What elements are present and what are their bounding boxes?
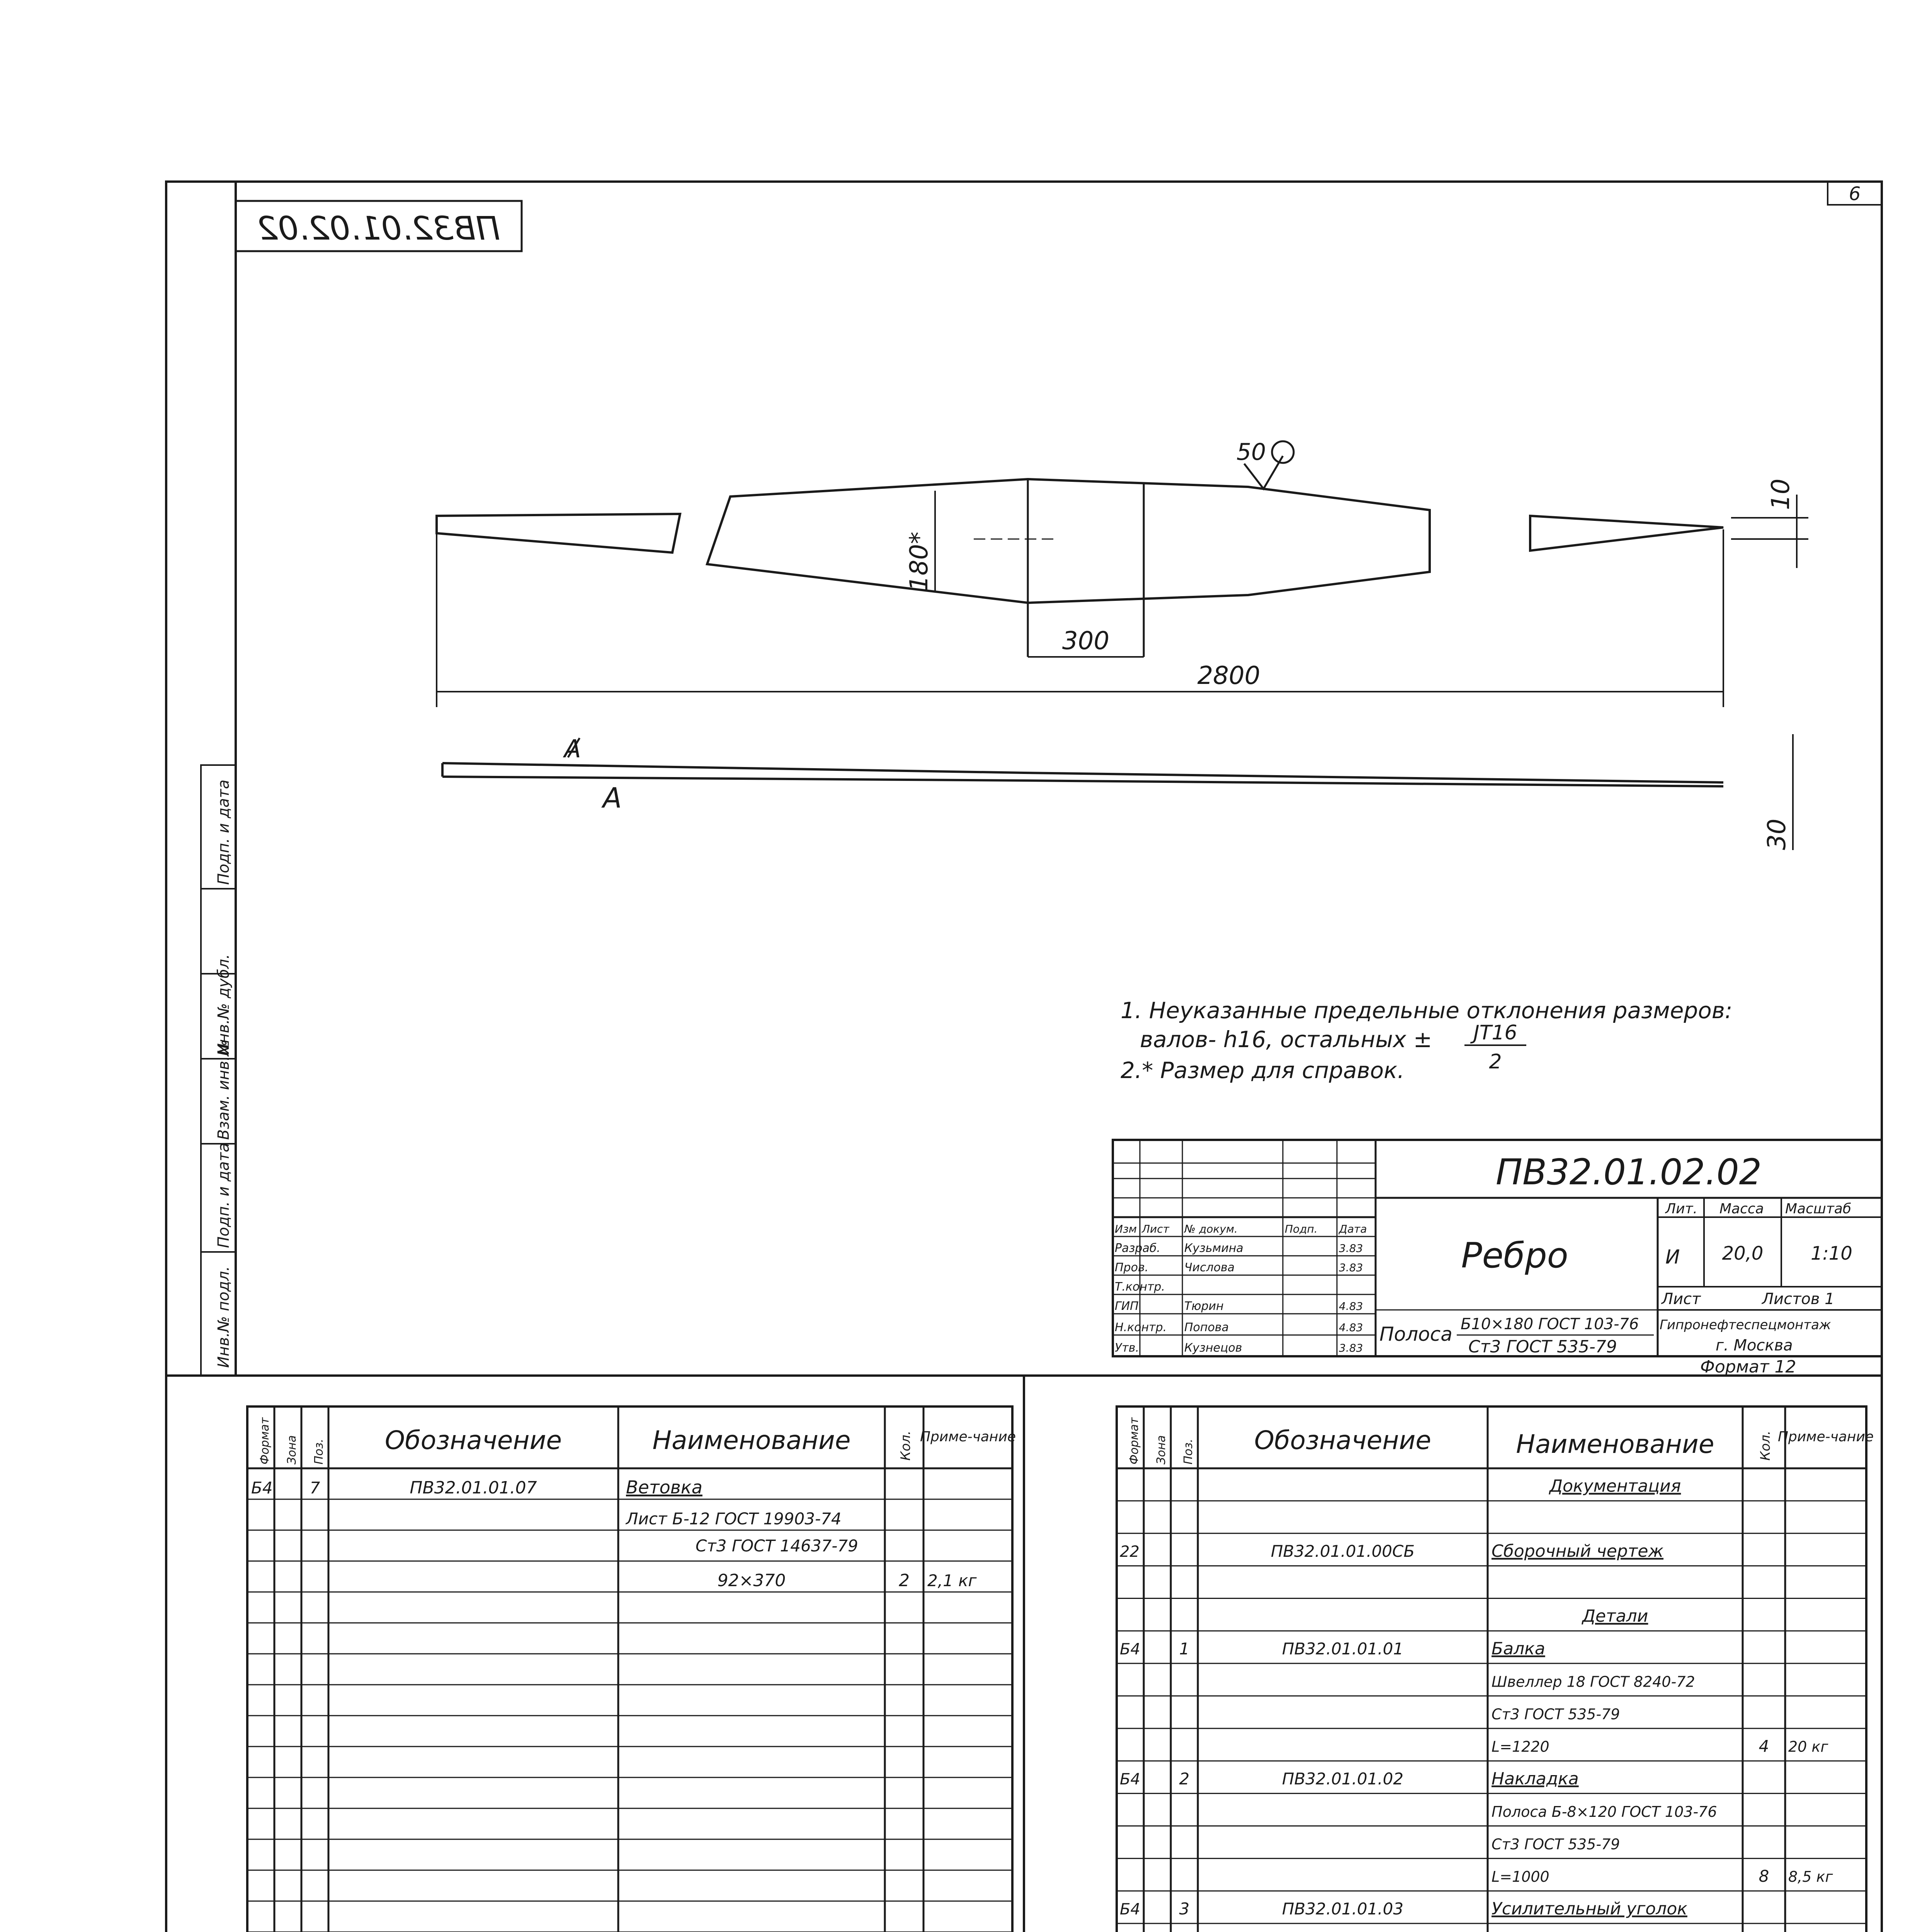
- tb-mass-label: Масса: [1719, 1201, 1764, 1217]
- section-mark-a-top: А: [564, 735, 581, 764]
- left-hdr-zone: Зона: [285, 1435, 299, 1464]
- tb-col-izm: Изм: [1115, 1223, 1137, 1235]
- right-row-10-designation: ПВ32.01.01.02: [1282, 1769, 1404, 1788]
- rib-side-view: [442, 734, 1793, 850]
- right-hdr-qty: Кол.: [1758, 1430, 1773, 1461]
- tb-name-1: Кузьмина: [1184, 1242, 1243, 1255]
- left-row-4-qty: 2: [899, 1571, 910, 1590]
- right-row-7-name: Швеллер 18 ГОСТ 8240-72: [1492, 1673, 1695, 1690]
- note-2: 2.* Размер для справок.: [1121, 1057, 1405, 1083]
- right-row-12-name: Ст3 ГОСТ 535-79: [1492, 1836, 1620, 1853]
- rib-designation: ПВ32.01.02.02: [1495, 1151, 1762, 1193]
- left-spec-table: [172, 1406, 1016, 1932]
- tb-role-2: Пров.: [1115, 1261, 1149, 1274]
- right-hdr-name: Наименование: [1516, 1429, 1714, 1459]
- title-block-rib: [1113, 1140, 1882, 1357]
- left-row-1-name: Ветовка: [626, 1477, 702, 1498]
- right-row-14-pos: 3: [1179, 1899, 1190, 1918]
- tb-scale-value: 1:10: [1811, 1243, 1852, 1264]
- side-stamp: [201, 765, 236, 1376]
- right-row-10-format: Б4: [1120, 1770, 1140, 1788]
- right-row-9-name: L=1220: [1492, 1738, 1549, 1755]
- right-row-14-designation: ПВ32.01.01.03: [1282, 1899, 1404, 1918]
- mirrored-stamp-text: ПВ32.01.02.02: [257, 209, 500, 247]
- right-row-3-name: Сборочный чертеж: [1492, 1541, 1664, 1561]
- left-row-2-name: Лист Б-12 ГОСТ 19903-74: [626, 1509, 842, 1528]
- right-row-14-name: Усилительный уголок: [1492, 1899, 1687, 1919]
- top-drawing: [201, 182, 1882, 1377]
- left-row-4-note: 2,1 кг: [927, 1571, 977, 1590]
- right-spec-table: [1074, 1406, 1874, 1932]
- tb-role-3: Т.контр.: [1115, 1280, 1165, 1294]
- side-stamp-replace: Взам. инв.№: [215, 1040, 233, 1140]
- side-stamp-dub: Инв.№ дубл.: [215, 954, 233, 1055]
- tb-col-list: Лист: [1142, 1223, 1169, 1235]
- right-row-13-qty: 8: [1759, 1867, 1769, 1886]
- right-row-8-name: Ст3 ГОСТ 535-79: [1492, 1706, 1620, 1723]
- material-prefix: Полоса: [1379, 1323, 1452, 1345]
- outer-frame: [166, 182, 1882, 1932]
- tb-date-2: 3.83: [1339, 1261, 1363, 1274]
- right-hdr-note: Приме-чание: [1777, 1429, 1874, 1445]
- note-1: 1. Неуказанные предельные отклонения размеров:: [1121, 997, 1733, 1024]
- roughness-value: 50: [1236, 439, 1266, 466]
- left-hdr-name: Наименование: [652, 1425, 851, 1455]
- tb-org: Гипронефтеспецмонтаж: [1660, 1317, 1831, 1333]
- right-row-3-designation: ПВ32.01.01.00СБ: [1270, 1541, 1415, 1561]
- left-row-3-name: Ст3 ГОСТ 14637-79: [696, 1536, 858, 1555]
- dim-10: 10: [1767, 478, 1795, 510]
- tb-name-5: Попова: [1184, 1321, 1229, 1334]
- tb-name-6: Кузнецов: [1184, 1341, 1242, 1355]
- rib-plan-view: [437, 439, 1808, 707]
- tb-scale-label: Масштаб: [1785, 1201, 1852, 1217]
- dim-180: 180*: [905, 531, 934, 591]
- tb-sheets-label: Листов 1: [1762, 1290, 1835, 1308]
- tb-col-date: Дата: [1339, 1223, 1367, 1235]
- left-hdr-pos: Поз.: [312, 1439, 326, 1464]
- right-hdr-zone: Зона: [1155, 1435, 1168, 1464]
- section-mark-a-bottom: А: [603, 782, 622, 814]
- note-1-tol-num: JT16: [1473, 1021, 1517, 1044]
- tb-date-6: 3.83: [1339, 1342, 1363, 1354]
- right-row-13-note: 8,5 кг: [1788, 1868, 1833, 1886]
- note-1-cont: валов- h16, остальных ±: [1140, 1026, 1432, 1053]
- left-hdr-format: Формат: [258, 1417, 272, 1464]
- tb-date-5: 4.83: [1339, 1321, 1363, 1334]
- left-row-4-name: 92×370: [717, 1571, 786, 1590]
- tb-role-1: Разраб.: [1115, 1242, 1160, 1255]
- dim-300: 300: [1062, 627, 1110, 655]
- tb-role-6: Утв.: [1115, 1341, 1139, 1355]
- right-row-3-format: 22: [1120, 1543, 1139, 1561]
- right-row-6-pos: 1: [1179, 1639, 1190, 1658]
- right-row-13-name: L=1000: [1492, 1868, 1549, 1886]
- tb-sheet-label: Лист: [1662, 1290, 1701, 1308]
- material-top: Б10×180 ГОСТ 103-76: [1461, 1315, 1639, 1333]
- tb-col-sign: Подп.: [1285, 1223, 1318, 1235]
- left-row-1-designation: ПВ32.01.01.07: [410, 1478, 537, 1498]
- right-row-10-pos: 2: [1179, 1769, 1190, 1788]
- tb-name-2: Числова: [1184, 1261, 1235, 1274]
- corner-number: 6: [1849, 183, 1861, 205]
- rib-name: Ребро: [1461, 1235, 1568, 1276]
- tb-date-1: 3.83: [1339, 1242, 1363, 1255]
- right-row-6-format: Б4: [1120, 1640, 1140, 1658]
- side-stamp-inv: Инв.№ подл.: [215, 1266, 233, 1368]
- side-stamp-sign2: Подп. и дата: [215, 779, 233, 885]
- tb-lit-label: Лит.: [1665, 1201, 1697, 1217]
- right-hdr-format: Формат: [1128, 1417, 1141, 1464]
- right-row-9-note: 20 кг: [1788, 1738, 1828, 1755]
- tb-mass-value: 20,0: [1722, 1243, 1764, 1264]
- left-hdr-designation: Обозначение: [385, 1425, 562, 1455]
- left-row-1-pos: 7: [310, 1478, 320, 1497]
- tb-col-doc: № докум.: [1184, 1223, 1238, 1235]
- note-1-tol-den: 2: [1489, 1050, 1502, 1073]
- right-row-5-name: Детали: [1582, 1606, 1648, 1626]
- tb-city: г. Москва: [1716, 1337, 1793, 1354]
- dim-2800: 2800: [1197, 662, 1260, 690]
- technical-notes: [1121, 997, 1732, 1083]
- tb-lit-value: И: [1665, 1246, 1680, 1268]
- right-hdr-pos: Поз.: [1182, 1439, 1195, 1464]
- right-row-14-format: Б4: [1120, 1900, 1140, 1918]
- top-format: Формат 12: [1700, 1357, 1796, 1377]
- dim-30: 30: [1763, 818, 1791, 850]
- right-row-6-name: Балка: [1492, 1639, 1545, 1659]
- right-row-9-qty: 4: [1759, 1736, 1769, 1756]
- right-row-10-name: Накладка: [1492, 1769, 1579, 1789]
- left-hdr-qty: Кол.: [898, 1430, 913, 1461]
- material-bottom: Ст3 ГОСТ 535-79: [1468, 1337, 1617, 1357]
- right-row-11-name: Полоса Б-8×120 ГОСТ 103-76: [1492, 1803, 1717, 1820]
- left-hdr-note: Приме-чание: [920, 1429, 1016, 1445]
- right-hdr-designation: Обозначение: [1254, 1425, 1431, 1455]
- tb-date-4: 4.83: [1339, 1300, 1363, 1313]
- tb-role-4: ГИП: [1115, 1299, 1139, 1313]
- right-row-1-name: Документация: [1549, 1476, 1681, 1496]
- tb-role-5: Н.контр.: [1115, 1321, 1167, 1334]
- tb-name-4: Тюрин: [1184, 1299, 1224, 1313]
- left-row-1-format: Б4: [251, 1478, 273, 1497]
- side-stamp-sign: Подп. и дата: [215, 1143, 233, 1248]
- right-row-6-designation: ПВ32.01.01.01: [1282, 1639, 1404, 1658]
